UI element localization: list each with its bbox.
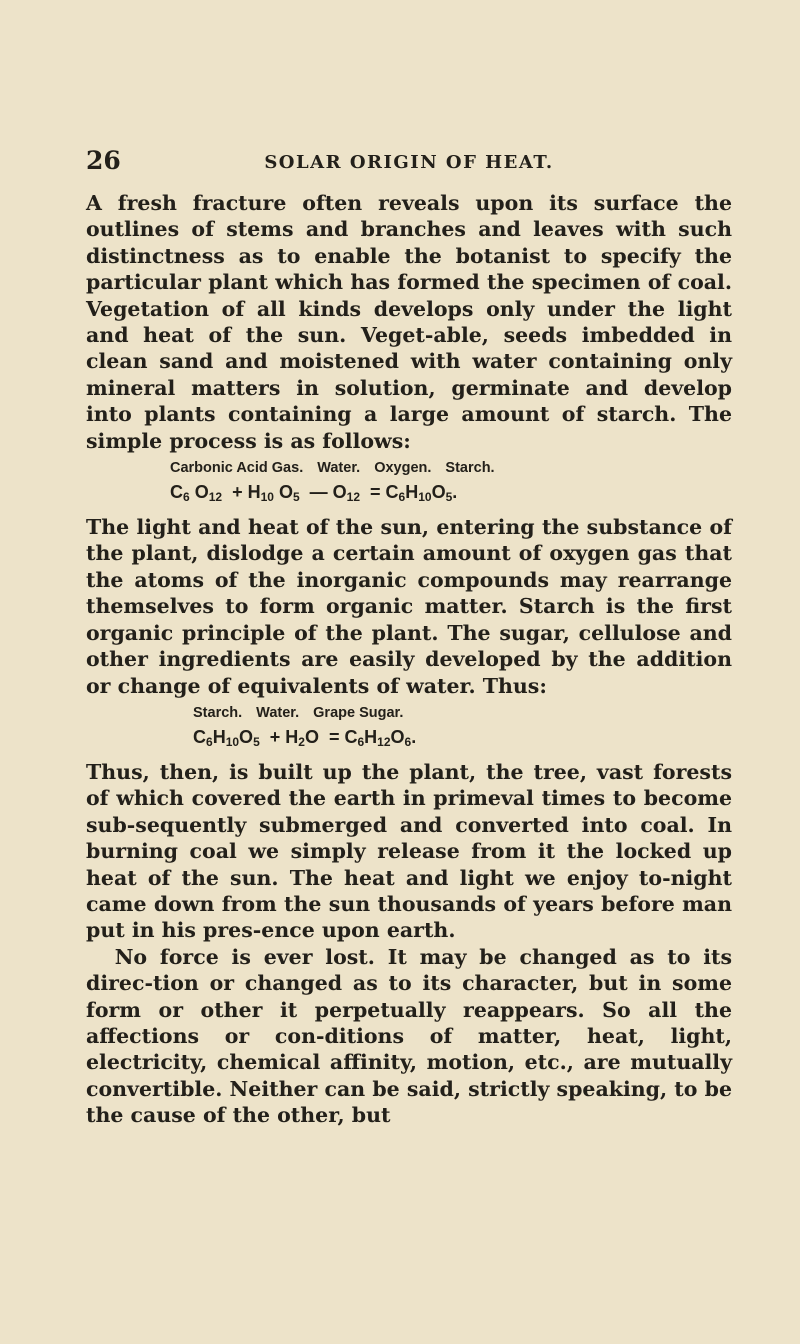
paragraph-light-and-heat: The light and heat of the sun, entering the substance of the plant, dislodge a certain amount of oxygen gas that the atoms of the inorganic compounds may rearrange themselves to form organic matter. Starch is the first organic principle of the plant. The sugar, cellulose and other ingredients are easily developed by the addition or change of equivalents of water. Thus: — [86, 515, 732, 698]
formula-term: — $O_{12}$ — [309, 482, 361, 505]
starch-equation-labels — [86, 457, 732, 479]
formula-term: = $C_6H_{10}O_5$. — [370, 482, 458, 505]
equation-label: Water. — [256, 704, 300, 721]
sugar-equation — [86, 699, 732, 759]
equation-label: Grape Sugar. — [313, 704, 404, 721]
formula-term: = $C_6H_{12}O_6$. — [328, 726, 417, 749]
starch-equation-formula — [86, 479, 732, 510]
page-header — [86, 146, 732, 176]
starch-equation — [86, 454, 732, 514]
equation-label: Oxygen. — [374, 460, 432, 477]
equation-label: Water. — [317, 460, 361, 477]
paragraph-coal-formation: Thus, then, is built up the plant, the tree, vast forests of which covered the earth in primeval times to become sub-sequently submerged and converted into coal. In burning coal we simply release from it the locked up heat of the sun. The heat and light we enjoy to-night came down from the sun thousands of years before man put in his pres-ence upon earth. — [86, 759, 732, 943]
formula-term: $C_6H_{10}O_5$ — [193, 726, 260, 749]
sugar-equation-formula — [86, 724, 732, 755]
formula-term: $C_6$ $O_{12}$ — [170, 482, 223, 505]
equation-label: Carbonic Acid Gas. — [170, 460, 304, 477]
formula-term: + $H_{10}$ $O_5$ — [232, 482, 300, 505]
equation-label: Starch. — [445, 460, 495, 477]
sugar-equation-labels — [86, 702, 732, 724]
page-body — [86, 190, 732, 1129]
equation-label: Starch. — [193, 704, 243, 721]
paragraph-force-conservation: No force is ever lost. It may be changed as to its direc-tion or changed as to its character, but in some form or other it perpetually reappears. So all the affections or con-ditions of matter, heat, light, electricity, chemical affinity, motion, etc., are mutually convertible. Neither can be said, strictly speaking, to be the cause of the other, but — [86, 944, 732, 1128]
paragraph-fossil-plants: A fresh fracture often reveals upon its surface the outlines of stems and branches and leaves with such distinctness as to enable the botanist to specify the particular plant which has formed the specimen of coal. Vegetation of all kinds develops only under the light and heat of the sun. Veget-able, seeds imbedded in clean sand and moistened with water containing only mineral matters in solution, germinate and develop into plants containing a large amount of starch. The simple process is as follows: — [86, 191, 732, 453]
formula-term: + $H_2O$ — [269, 726, 319, 749]
running-head: SOLAR ORIGIN OF HEAT. — [264, 152, 554, 173]
page-number: 26 — [86, 146, 121, 175]
